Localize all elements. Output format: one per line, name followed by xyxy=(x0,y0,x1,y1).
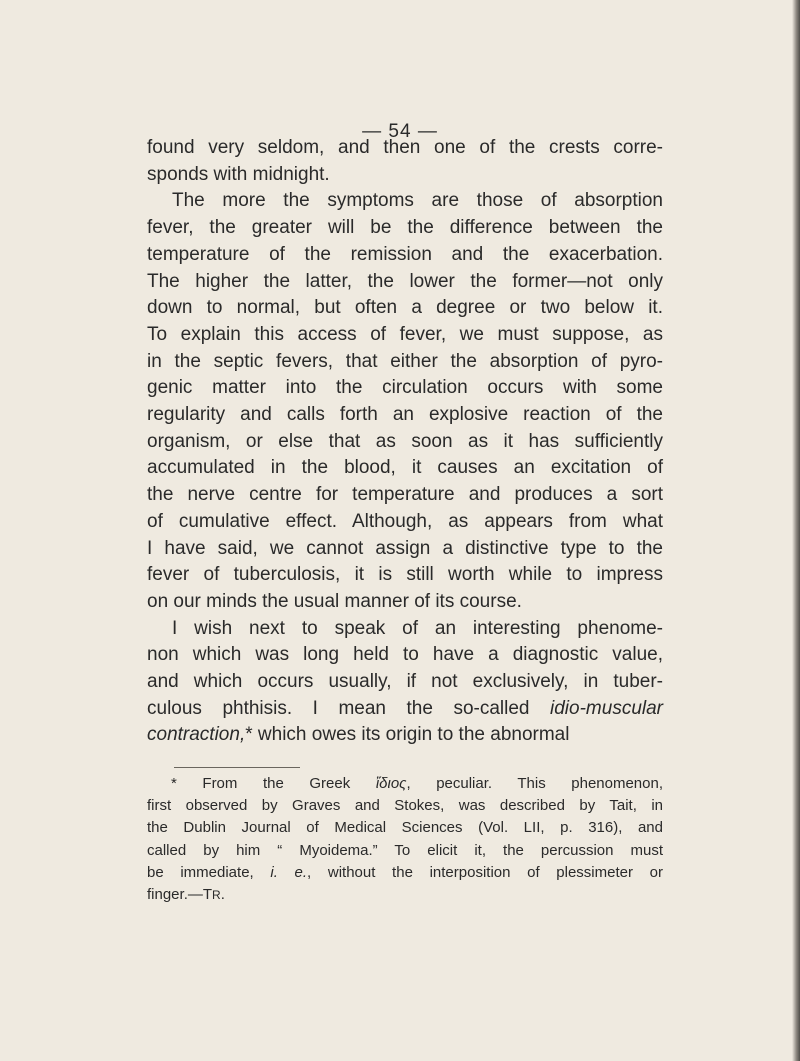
footnote-line xyxy=(147,862,663,884)
text-line: the nerve centre for temperature and produces a sort xyxy=(147,484,663,506)
footnote-line xyxy=(147,773,663,795)
text-line xyxy=(147,722,663,749)
text-segment: . xyxy=(220,886,225,904)
text-line: sponds with midnight. xyxy=(147,163,330,185)
text-line: temperature of the remission and the exacerbation. xyxy=(147,243,663,265)
text-line: I wish next to speak of an interesting phenome- xyxy=(172,617,663,639)
text-line: fever, the greater will be the difference between the xyxy=(147,217,663,239)
text-line: of cumulative effect. Although, as appears from what xyxy=(147,510,663,532)
footnote xyxy=(147,773,663,906)
text-segment: culous phthisis. I mean the so-called xyxy=(147,697,530,719)
text-line: regularity and calls forth an explosive reaction of the xyxy=(147,404,663,426)
text-line: accumulated in the blood, it causes an excitation of xyxy=(147,457,663,479)
text-line: in the septic fevers, that either the absorption of pyro- xyxy=(147,350,663,372)
text-line: non which was long held to have a diagnostic value, xyxy=(147,644,663,666)
italic-term: idio-muscular xyxy=(550,697,663,719)
text-segment: * From the Greek xyxy=(171,775,376,792)
text-line: organism, or else that as soon as it has sufficiently xyxy=(147,430,663,452)
text-line: The more the symptoms are those of absorption xyxy=(172,190,663,212)
page-edge-shadow xyxy=(792,0,800,1061)
text-line: and which occurs usually, if not exclusively, in tuber- xyxy=(147,671,663,693)
body-text xyxy=(147,135,663,749)
text-line: on our minds the usual manner of its course. xyxy=(147,590,522,612)
text-line: found very seldom, and then one of the crests corre- xyxy=(147,137,663,158)
text-segment: which owes its origin to the abnormal xyxy=(252,724,570,746)
text-segment: finger.—T xyxy=(147,886,213,904)
text-segment: , peculiar. This phenomenon, xyxy=(406,775,664,792)
footnote-line: called by him “ Myoidema.” To elicit it, the percussion must xyxy=(147,841,663,859)
text-line xyxy=(147,696,663,723)
text-line: genic matter into the circulation occurs with some xyxy=(147,377,663,399)
italic-abbrev: i. e. xyxy=(270,863,308,881)
greek-word: ἴδιος xyxy=(375,775,407,792)
page-number: — 54 — xyxy=(362,121,438,142)
text-line: down to normal, but often a degree or two below it. xyxy=(147,297,663,319)
italic-term: contraction, xyxy=(147,724,246,746)
text-segment: be immediate, xyxy=(147,863,271,881)
footnote-line: the Dublin Journal of Medical Sciences (Vol. LII, p. 316), and xyxy=(147,819,663,837)
small-caps: R xyxy=(212,888,221,903)
text-line: To explain this access of fever, we must suppose, as xyxy=(147,323,663,345)
text-line: I have said, we cannot assign a distinctive type to the xyxy=(147,537,663,559)
footnote-line xyxy=(147,884,663,906)
text-line: fever of tuberculosis, it is still worth while to impress xyxy=(147,564,663,586)
footnote-line: first observed by Graves and Stokes, was described by Tait, in xyxy=(147,797,663,815)
text-line: The higher the latter, the lower the former—not only xyxy=(147,270,663,292)
footnote-divider xyxy=(174,767,300,768)
text-segment: , without the interposition of plessimeter or xyxy=(307,863,663,881)
footnote-marker: * xyxy=(245,724,253,746)
